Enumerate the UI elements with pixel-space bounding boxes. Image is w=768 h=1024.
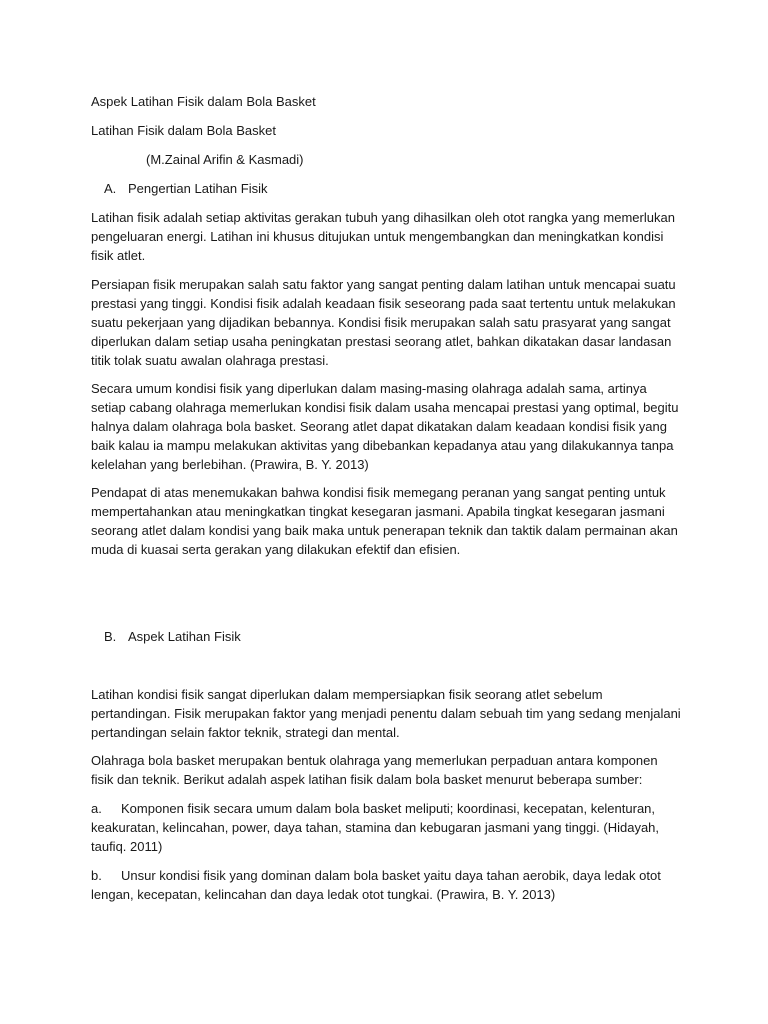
section-a-paragraph: Secara umum kondisi fisik yang diperlukan dalam masing-masing olahraga adalah sama, artinya setiap cabang olahraga memerlukan kondisi fisik dalam usaha mencapai prestasi yang optimal, begitu halnya dalam olahraga bola basket. Seorang atlet dapat dikatakan dalam keadaan kondisi fisik yang baik kalau ia mampu melakukan aktivitas yang dibebankan kepadanya atau yang dilakukannya tanpa kelelahan yang berlebihan. (Prawira, B. Y. 2013) <box>91 381 679 472</box>
list-item <box>91 799 681 856</box>
section-b-paragraph: Olahraga bola basket merupakan bentuk olahraga yang memerlukan perpaduan antara komponen fisik dan teknik. Berikut adalah aspek latihan fisik dalam bola basket menurut beberapa sumber: <box>91 753 658 787</box>
document-title: Aspek Latihan Fisik dalam Bola Basket <box>91 94 316 109</box>
section-b-heading <box>104 627 704 646</box>
section-a-heading <box>104 179 704 198</box>
document-author: (M.Zainal Arifin & Kasmadi) <box>146 152 304 167</box>
list-item-text: Komponen fisik secara umum dalam bola basket meliputi; koordinasi, kecepatan, kelenturan, keakuratan, kelincahan, power, daya tahan, stamina dan kebugaran jasmani yang tinggi. (Hidayah, taufiq. 2011) <box>91 801 660 854</box>
list-item-text: Unsur kondisi fisik yang dominan dalam bola basket yaitu daya tahan aerobik, daya ledak otot lengan, kecepatan, kelincahan dan daya ledak otot tungkai. (Prawira, B. Y. 2013) <box>91 868 661 902</box>
document-subtitle: Latihan Fisik dalam Bola Basket <box>91 123 276 138</box>
section-a-paragraph: Latihan fisik adalah setiap aktivitas gerakan tubuh yang dihasilkan oleh otot rangka yang memerlukan pengeluaran energi. Latihan ini khusus ditujukan untuk mengembangkan dan meningkatkan kondisi fisik atlet. <box>91 210 675 263</box>
list-item-marker: b. <box>91 868 102 883</box>
list-item <box>91 866 681 904</box>
section-b-marker: B. <box>104 629 117 644</box>
section-a-paragraph: Persiapan fisik merupakan salah satu faktor yang sangat penting dalam latihan untuk mencapai suatu prestasi yang tinggi. Kondisi fisik adalah keadaan fisik seseorang pada saat tertentu untuk melakukan suatu pekerjaan yang dijadikan bebannya. Kondisi fisik merupakan salah satu prasyarat yang sangat diperlukan dalam setiap usaha peningkatan prestasi seorang atlet, bahkan dikatakan dasar landasan titik tolak suatu awalan olahraga prestasi. <box>91 277 676 368</box>
section-a-marker: A. <box>104 181 117 196</box>
section-b-heading-text: Aspek Latihan Fisik <box>128 629 241 644</box>
section-b-paragraph: Latihan kondisi fisik sangat diperlukan dalam mempersiapkan fisik seorang atlet sebelum pertandingan. Fisik merupakan faktor yang menjadi penentu dalam sebuah tim yang sedang menjalani pertandingan selain faktor teknik, strategi dan mental. <box>91 687 681 740</box>
section-a-heading-text: Pengertian Latihan Fisik <box>128 181 268 196</box>
section-a-paragraph: Pendapat di atas menemukakan bahwa kondisi fisik memegang peranan yang sangat penting untuk mempertahankan atau meningkatkan tingkat kesegaran jasmani. Apabila tingkat kesegaran jasmani seorang atlet dalam kondisi yang baik maka untuk penerapan teknik dan taktik dalam permainan akan muda di kuasai serta gerakan yang dilakukan efektif dan efisien. <box>91 485 678 557</box>
list-item-marker: a. <box>91 801 102 816</box>
